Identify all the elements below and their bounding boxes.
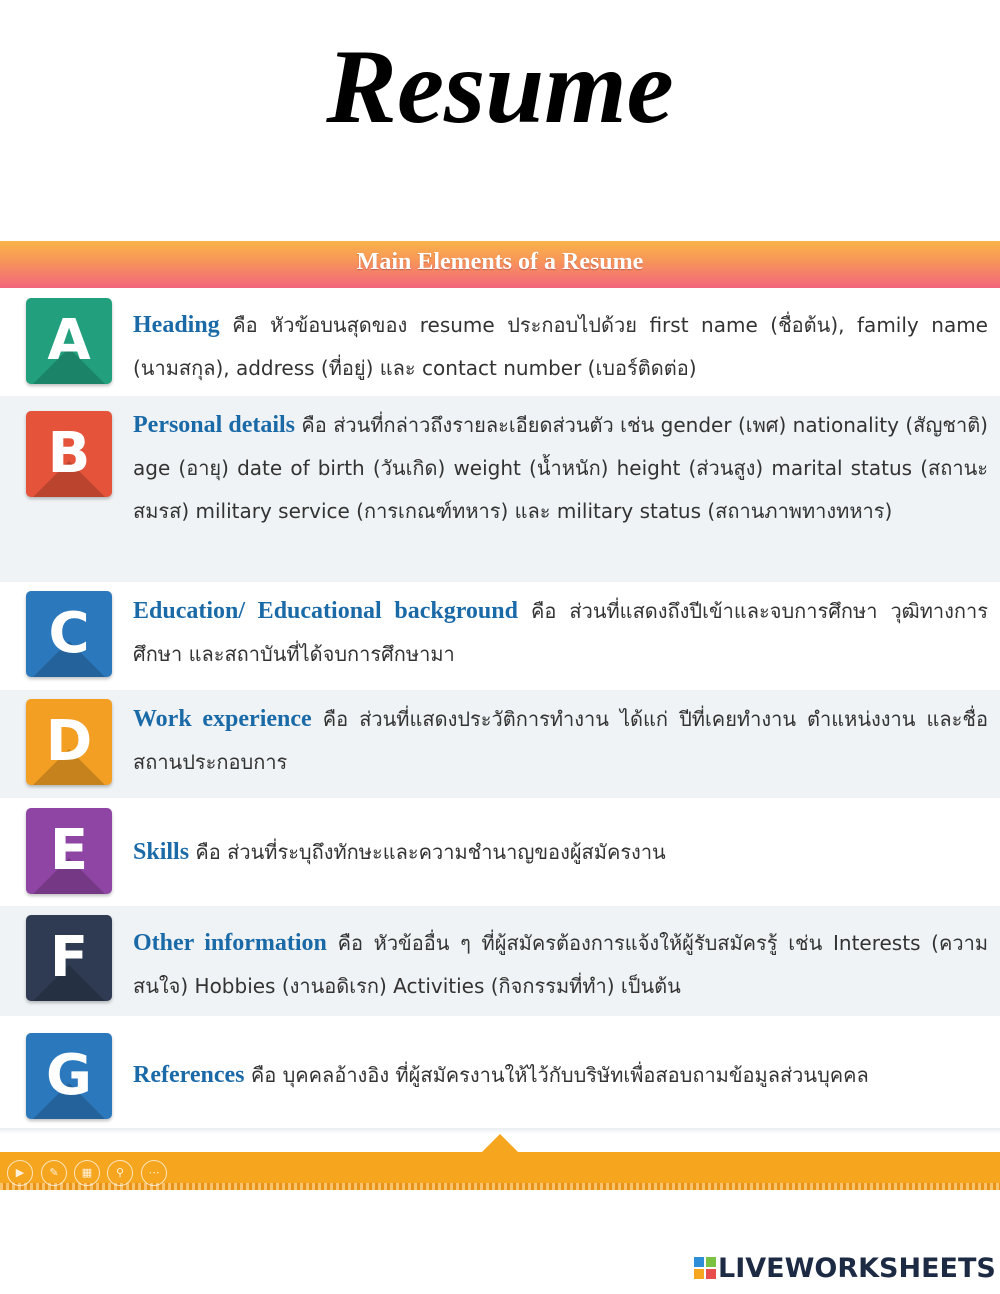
item-text — [133, 922, 988, 1008]
more-icon[interactable]: ⋯ — [141, 1160, 167, 1186]
badge-letter: G — [46, 1043, 92, 1108]
item-description: คือ ส่วนที่กล่าวถึงรายละเอียดส่วนตัว เช่น gender (เพศ) nationality (สัญชาติ) age (อายุ) date of birth (วันเกิด) weight (น้ำหนัก) height (ส่วนสูง) marital status (สถานะสมรส) military service (การเกณฑ์ทหาร) และ military status (สถานภาพทางทหาร) — [133, 413, 988, 523]
item-term: Heading — [133, 312, 220, 338]
badge-letter: F — [49, 925, 89, 990]
list-item-other-information — [0, 906, 1000, 1016]
pen-icon[interactable]: ✎ — [41, 1160, 67, 1186]
item-term: Skills — [133, 839, 190, 865]
liveworksheets-logo — [694, 1254, 996, 1284]
list-item-personal-details — [0, 396, 1000, 582]
page-title: Resume — [326, 28, 674, 145]
item-text — [133, 404, 988, 533]
zoom-icon[interactable]: ⚲ — [107, 1160, 133, 1186]
item-term: Other information — [133, 930, 327, 956]
logo-text: LIVEWORKSHEETS — [718, 1253, 996, 1284]
list-item-education — [0, 582, 1000, 690]
item-text — [133, 1054, 988, 1097]
item-term: Personal details — [133, 412, 296, 438]
badge-letter: B — [47, 421, 91, 486]
item-text — [133, 304, 988, 390]
item-description: คือ ส่วนที่ระบุถึงทักษะและความชำนาญของผู้สมัครงาน — [189, 840, 666, 864]
list-item-skills — [0, 798, 1000, 906]
badge-letter: C — [48, 601, 90, 666]
item-term: Education/ Educational background — [133, 598, 518, 624]
list-item-work-experience — [0, 690, 1000, 798]
item-text — [133, 831, 988, 874]
letter-d-badge — [26, 699, 112, 785]
elements-list — [0, 290, 1000, 1126]
pointer-notch — [480, 1134, 520, 1154]
letter-a-badge — [26, 298, 112, 384]
list-item-heading — [0, 290, 1000, 396]
badge-letter: E — [49, 818, 89, 883]
letter-f-badge — [26, 915, 112, 1001]
badge-letter: D — [45, 709, 93, 774]
item-term: Work experience — [133, 706, 312, 732]
play-icon[interactable]: ▶ — [7, 1160, 33, 1186]
letter-b-badge — [26, 411, 112, 497]
item-term: References — [133, 1062, 245, 1088]
item-text — [133, 590, 988, 676]
letter-c-badge — [26, 591, 112, 677]
item-description: คือ บุคคลอ้างอิง ที่ผู้สมัครงานให้ไว้กับบริษัทเพื่อสอบถามข้อมูลส่วนบุคคล — [244, 1063, 869, 1087]
letter-e-badge — [26, 808, 112, 894]
item-description: คือ ส่วนที่แสดงประวัติการทำงาน ได้แก่ ปีที่เคยทำงาน ตำแหน่งงาน และชื่อสถานประกอบการ — [133, 707, 989, 774]
list-item-references — [0, 1016, 1000, 1126]
item-description: คือ ส่วนที่แสดงถึงปีเข้าและจบการศึกษา วุฒิทางการศึกษา และสถาบันที่ได้จบการศึกษามา — [133, 599, 989, 666]
letter-g-badge — [26, 1033, 112, 1119]
badge-letter: A — [47, 308, 91, 373]
logo-mark-icon — [694, 1257, 716, 1279]
slides-icon[interactable]: ▦ — [74, 1160, 100, 1186]
section-banner: Main Elements of a Resume — [0, 241, 1000, 288]
item-text — [133, 698, 988, 784]
item-description: คือ หัวข้อบนสุดของ resume ประกอบไปด้วย first name (ชื่อต้น), family name (นามสกุล), address (ที่อยู่) และ contact number (เบอร์ติดต่อ) — [133, 313, 988, 380]
item-description: คือ หัวข้ออื่น ๆ ที่ผู้สมัครต้องการแจ้งให้ผู้รับสมัครรู้ เช่น Interests (ความสนใจ) Hobbies (งานอดิเรก) Activities (กิจกรรมที่ทำ) เป็นต้น — [133, 931, 988, 998]
